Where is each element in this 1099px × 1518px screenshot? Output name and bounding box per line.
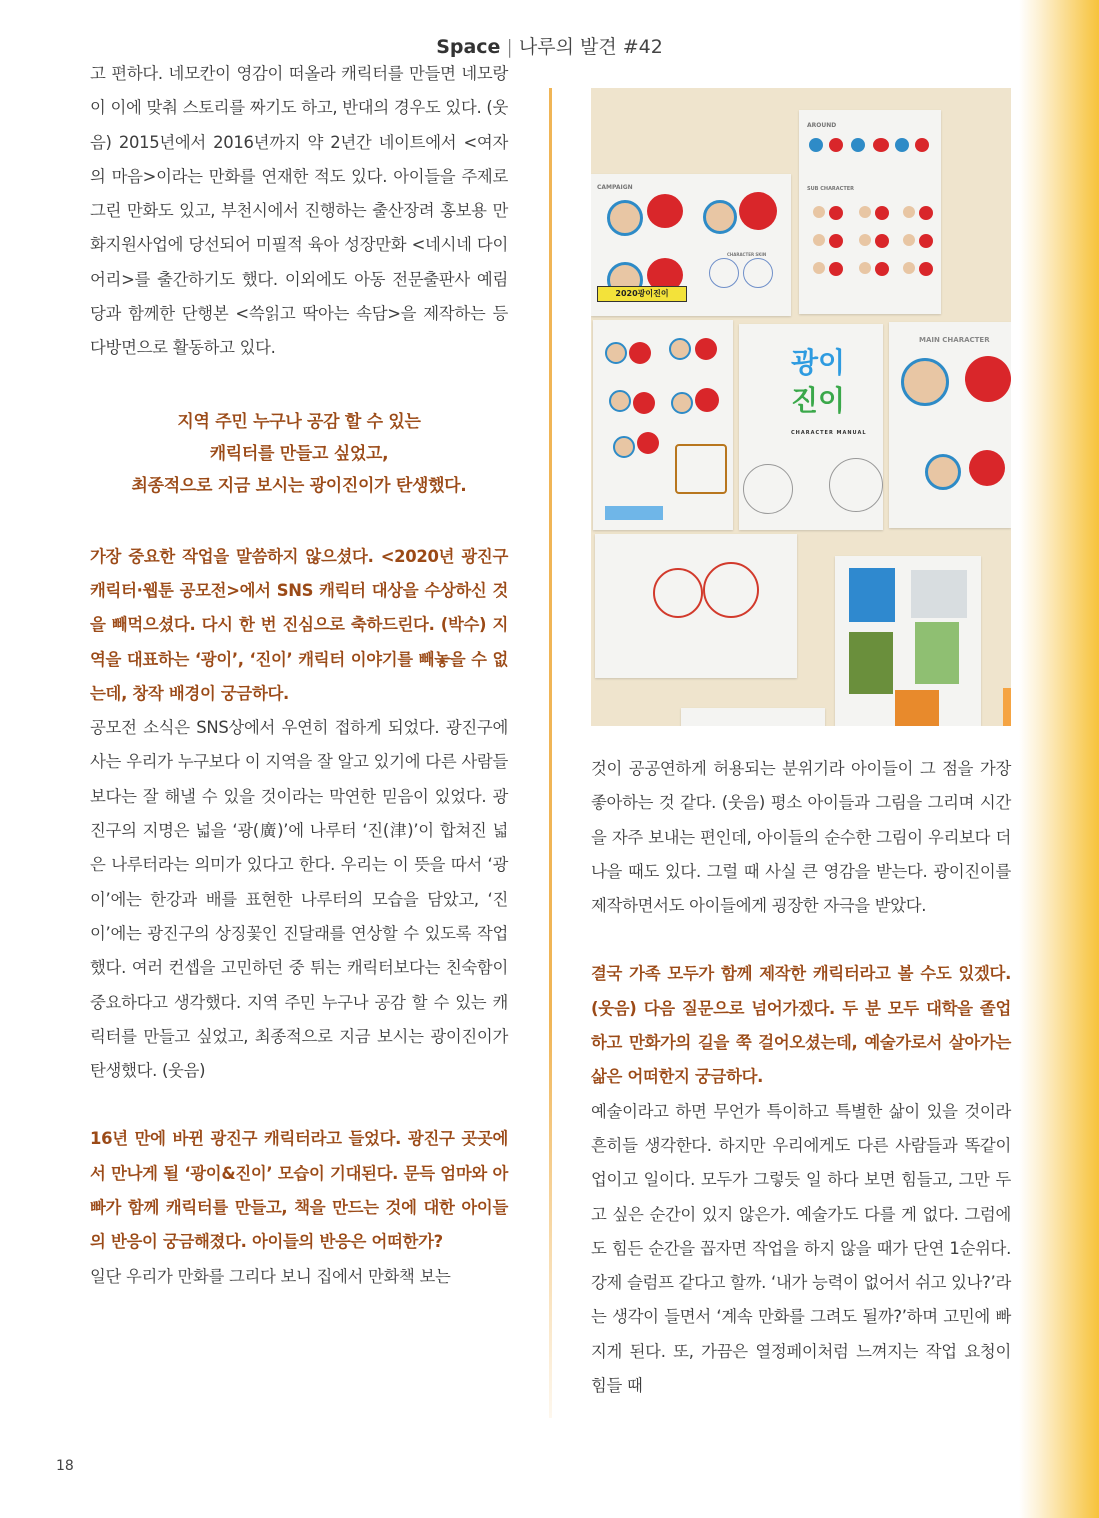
interview-question: 16년 만에 바뀐 광진구 캐릭터라고 들었다. 광진구 곳곳에서 만나게 될 ‘광이&진이’ 모습이 기대된다. 문득 엄마와 아빠가 함께 캐릭터를 만들고, 책을 만드는 것에 대한 아이들의 반응이 궁금해졌다. 아이들의 반응은 어떠한가?: [90, 1129, 508, 1252]
character-icon: [813, 234, 825, 246]
pull-quote: [90, 406, 508, 502]
character-icon: [829, 234, 843, 248]
character-icon: [671, 392, 693, 414]
sheet-label: CAMPAIGN: [597, 184, 633, 191]
orange-object: [1003, 688, 1011, 726]
character-icon: [919, 234, 933, 248]
character-icon: [859, 206, 871, 218]
sketch-jini-icon: [829, 458, 883, 512]
character-icon: [851, 138, 865, 152]
character-icon: [859, 234, 871, 246]
character-icon: [875, 234, 889, 248]
character-icon: [829, 206, 843, 220]
interview-answer: 공모전 소식은 SNS상에서 우연히 접하게 되었다. 광진구에 사는 우리가 누구보다 이 지역을 잘 알고 있기에 다른 사람들보다는 잘 해낼 수 있을 것이라는 막연한 믿음이 있었다. 광진구의 지명은 넓을 ‘광(廣)’에 나루터 ‘진(津)’이 합쳐진 넓은 나루터라는 의미가 있다고 한다. 우리는 이 뜻을 따서 ‘광이’에는 한강과 배를 표현한 나루터의 모습을 담았고, ‘진이’에는 광진구의 상징꽃인 진달래를 연상할 수 있도록 작업했다. 여러 컨셉을 고민하던 중 튀는 캐릭터보다는 친숙함이 중요하다고 생각했다. 지역 주민 누구나 공감 할 수 있는 캐릭터를 만들고 싶었고, 최종적으로 지금 보시는 광이진이가 탄생했다. (웃음): [90, 718, 508, 1081]
character-icon: [873, 138, 889, 152]
right-column: [591, 752, 1011, 1403]
character-icon: [875, 262, 889, 276]
paragraph-gap: [90, 1088, 508, 1122]
character-gwangi-icon: [703, 200, 737, 234]
character-gwangi-icon: [607, 200, 643, 236]
interview-question: 가장 중요한 작업을 말씀하지 않으셨다. <2020년 광진구 캐릭터·웹툰 공모전>에서 SNS 캐릭터 대상을 수상하신 것을 빼먹으셨다. 다시 한 번 진심으로 축하드린다. (박수) 지역을 대표하는 ‘광이’, ‘진이’ 캐릭터 이야기를 빼놓을 수 없는데, 창작 배경이 궁금하다.: [90, 546, 508, 703]
red-sketch-sheet: [595, 534, 797, 678]
header-separator: |: [506, 36, 513, 58]
character-icon: [915, 138, 929, 152]
logo-jini: 진이: [791, 384, 846, 417]
character-jini-icon: [739, 192, 777, 230]
picnic-mat-icon: [605, 506, 663, 520]
sheet-label: SUB CHARACTER: [807, 186, 855, 192]
magazine-brand: Space: [436, 36, 501, 58]
character-icon: [609, 390, 631, 412]
comic-panel: [849, 568, 895, 622]
character-icon: [813, 262, 825, 274]
character-manual-cover: [739, 324, 883, 530]
character-icon: [895, 138, 909, 152]
character-gwangi-icon: [901, 358, 949, 406]
character-icon: [903, 234, 915, 246]
character-icon: [605, 342, 627, 364]
pull-quote-line: 지역 주민 누구나 공감 할 수 있는: [177, 411, 421, 432]
page-number: 18: [56, 1458, 74, 1474]
character-icon: [695, 338, 717, 360]
character-gwangi-icon: [925, 454, 961, 490]
interview-answer: 예술이라고 하면 무언가 특이하고 특별한 삶이 있을 것이라 흔히들 생각한다. 하지만 우리에게도 다른 사람들과 똑같이 업이고 일이다. 모두가 그렇듯 일 하다 보면 힘들고, 그만 두고 싶은 순간이 있지 않은가. 예술가도 다를 게 없다. 그럼에도 힘든 순간을 꼽자면 작업을 하지 않을 때가 단연 1순위다. 강제 슬럼프 같다고 할까. ‘내가 능력이 없어서 쉬고 있나?’라는 생각이 들면서 ‘계속 만화를 그려도 될까?’하며 고민에 빠지게 된다. 또, 가끔은 열정페이처럼 느껴지는 작업 요청이 힘들 때: [591, 1101, 1011, 1396]
sketch-gwangi-icon: [653, 568, 703, 618]
character-icon: [829, 262, 843, 276]
character-icon: [633, 392, 655, 414]
character-icon: [669, 338, 691, 360]
interview-question: 결국 가족 모두가 함께 제작한 캐릭터라고 볼 수도 있겠다. (웃음) 다음 질문으로 넘어가겠다. 두 분 모두 대학을 졸업하고 만화가의 길을 쭉 걸어오셨는데, 예술가로서 살아가는 삶은 어떠한지 궁금하다.: [591, 964, 1011, 1087]
character-icon: [813, 206, 825, 218]
character-jini-icon: [969, 450, 1005, 486]
comic-panel: [911, 570, 967, 618]
sub-character-sheet: [799, 110, 941, 314]
framed-scene-icon: [675, 444, 727, 494]
column-divider: [549, 88, 552, 1418]
pull-quote-line: 최종적으로 지금 보시는 광이진이가 탄생했다.: [131, 475, 467, 496]
sheet-label: CHARACTER SKIN: [727, 252, 767, 257]
sketch-jini-icon: [703, 562, 759, 618]
comic-panel: [915, 622, 959, 684]
character-icon: [829, 138, 843, 152]
notice-sheet: [681, 708, 825, 726]
page-header: [0, 32, 1099, 59]
campaign-sheet: [591, 174, 791, 316]
character-icon: [919, 206, 933, 220]
character-sketch-icon: [743, 258, 773, 288]
character-icon: [695, 388, 719, 412]
main-character-sheet: [889, 322, 1011, 528]
sheet-label: AROUND: [807, 122, 837, 129]
character-icon: [613, 436, 635, 458]
pull-quote-line: 캐릭터를 만들고 싶었고,: [209, 443, 389, 464]
character-sketch-icon: [709, 258, 739, 288]
section-title: 나루의 발견 #42: [518, 36, 663, 58]
left-column: [90, 57, 508, 1294]
decorative-side-band: [1019, 0, 1099, 1518]
manual-label: CHARACTER MANUAL: [791, 430, 867, 436]
character-icon: [629, 342, 651, 364]
comic-panels-sheet: [835, 556, 981, 726]
comic-panel: [895, 690, 939, 726]
year-banner: 2020광이진이: [597, 286, 687, 302]
logo-gwangi: 광이: [791, 346, 846, 379]
interview-answer: 일단 우리가 만화를 그리다 보니 집에서 만화책 보는: [90, 1266, 451, 1286]
character-icon: [809, 138, 823, 152]
character-icon: [903, 262, 915, 274]
paragraph-gap: [591, 923, 1011, 957]
interview-answer: 것이 공공연하게 허용되는 분위기라 아이들이 그 점을 가장 좋아하는 것 같다. (웃음) 평소 아이들과 그림을 그리며 시간을 자주 보내는 편인데, 아이들의 순수한 그림이 우리보다 더 나을 때도 있다. 그럴 때 사실 큰 영감을 받는다. 광이진이를 제작하면서도 아이들에게 굉장한 자극을 받았다.: [591, 759, 1011, 916]
poses-sheet: [593, 320, 733, 530]
sketch-gwangi-icon: [743, 464, 793, 514]
character-icon: [859, 262, 871, 274]
comic-panel: [849, 632, 893, 694]
character-icon: [919, 262, 933, 276]
sheet-label: MAIN CHARACTER: [919, 336, 990, 344]
character-jini-icon: [965, 356, 1011, 402]
character-icon: [637, 432, 659, 454]
body-paragraph: 고 편하다. 네모칸이 영감이 떠올라 캐릭터를 만들면 네모랑이 이에 맞춰 스토리를 짜기도 하고, 반대의 경우도 있다. (웃음) 2015년에서 2016년까지 약 2년간 네이트에서 <여자의 마음>이라는 만화를 연재한 적도 있다. 아이들을 주제로 그린 만화도 있고, 부천시에서 진행하는 출산장려 홍보용 만화지원사업에 당선되어 미필적 육아 성장만화 <네시네 다이어리>를 출간하기도 했다. 이외에도 아동 전문출판사 예림당과 함께한 단행본 <쓱읽고 딱아는 속담>을 제작하는 등 다방면으로 활동하고 있다.: [90, 64, 508, 358]
character-jini-icon: [647, 194, 683, 228]
character-icon: [903, 206, 915, 218]
character-icon: [875, 206, 889, 220]
character-wall-photo: [591, 88, 1011, 726]
